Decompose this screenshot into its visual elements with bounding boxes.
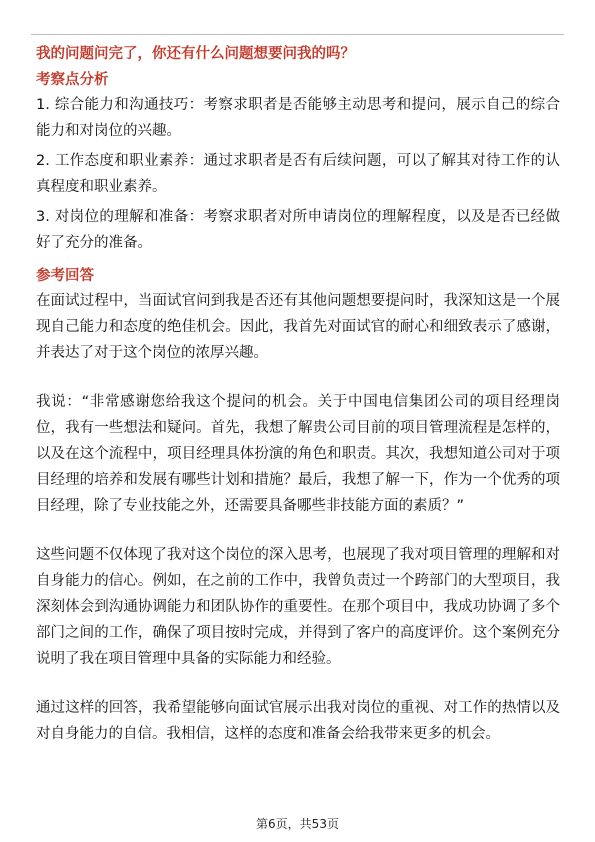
analysis-heading: 考察点分析 — [36, 72, 109, 88]
answer-paragraph: 通过这样的回答，我希望能够向面试官展示出我对岗位的重视、对工作的热情以及对自身能力的自信。我相信，这样的态度和准备会给我带来更多的机会。 — [36, 700, 560, 742]
answer-paragraph: 我说：“非常感谢您给我这个提问的机会。关于中国电信集团公司的项目经理岗位，我有一些想法和疑问。首先，我想了解贵公司目前的项目管理流程是怎样的，以及在这个流程中，项目经理具体扮演的角色和职责。其次，我想知道公司对于项目经理的培养和发展有哪些计划和措施？最后，我想了解一下，作为一个优秀的项目经理，除了专业技能之外，还需要具备哪些非技能方面的素质？” — [36, 394, 560, 514]
analysis-point: 1. 综合能力和沟通技巧：考察求职者是否能够主动思考和提问，展示自己的综合能力和对岗位的兴趣。 — [36, 97, 560, 139]
analysis-point: 2. 工作态度和职业素养：通过求职者是否有后续问题，可以了解其对待工作的认真程度和职业素养。 — [36, 153, 560, 195]
document-body — [36, 42, 560, 747]
header-divider — [31, 34, 564, 35]
answer-paragraph: 这些问题不仅体现了我对这个岗位的深入思考，也展现了我对项目管理的理解和对自身能力的信心。例如，在之前的工作中，我曾负责过一个跨部门的大型项目，我深刻体会到沟通协调能力和团队协作的重要性。在那个项目中，我成功协调了多个部门之间的工作，确保了项目按时完成，并得到了客户的高度评价。这个案例充分说明了我在项目管理中具备的实际能力和经验。 — [36, 547, 560, 667]
answer-heading: 参考回答 — [36, 268, 94, 284]
page-number: 第6页，共53页 — [256, 817, 339, 831]
answer-paragraph: 在面试过程中，当面试官问到我是否还有其他问题想要提问时，我深知这是一个展现自己能力和态度的绝佳机会。因此，我首先对面试官的耐心和细致表示了感谢，并表达了对于这个岗位的浓厚兴趣。 — [36, 293, 560, 361]
interview-question: 我的问题问完了，你还有什么问题想要问我的吗？ — [36, 46, 355, 62]
analysis-point: 3. 对岗位的理解和准备：考察求职者对所申请岗位的理解程度，以及是否已经做好了充分的准备。 — [36, 209, 560, 251]
